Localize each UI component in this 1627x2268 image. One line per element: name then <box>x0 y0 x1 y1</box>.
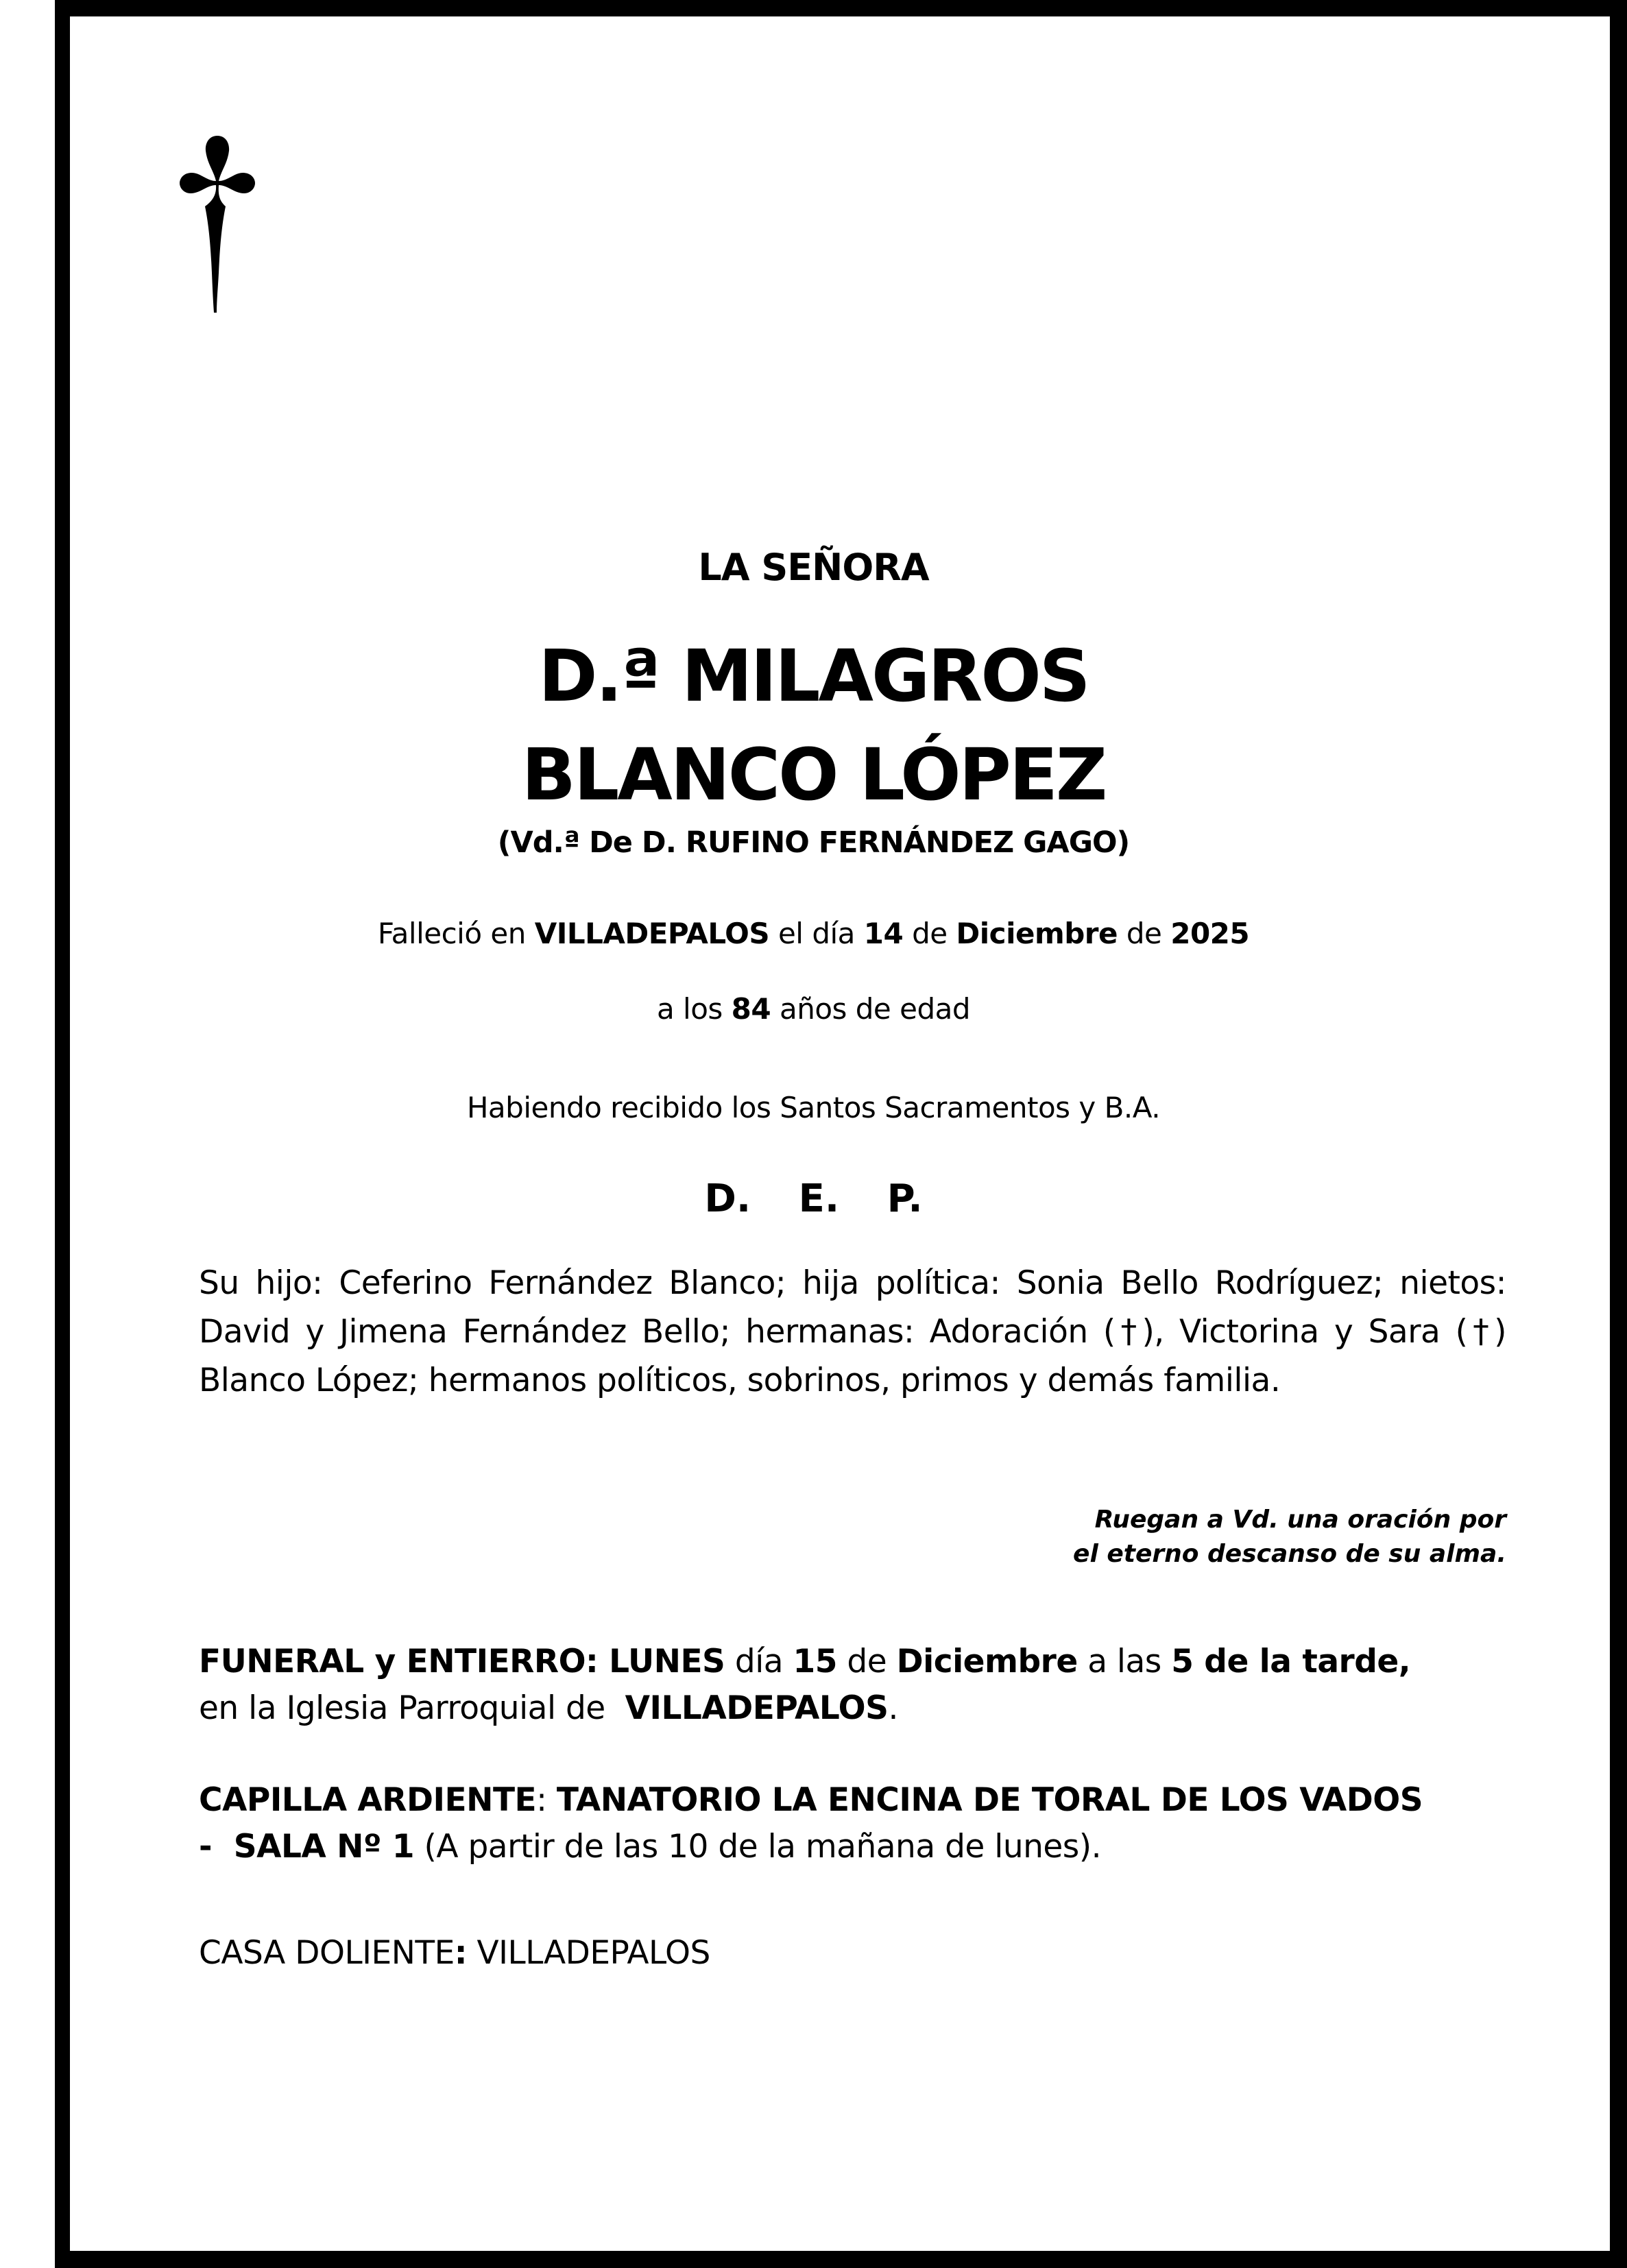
prayer-line1: Ruegan a Vd. una oración por <box>1094 1506 1506 1534</box>
of-word: de <box>847 1643 887 1680</box>
home-place: VILLADEPALOS <box>477 1934 710 1972</box>
death-month: Diciembre <box>956 917 1118 950</box>
deceased-name-line2: BLANCO LÓPEZ <box>521 733 1106 817</box>
chapel-line2 <box>199 1824 1522 1870</box>
of-word: de <box>912 917 948 950</box>
intro-title: LA SEÑORA <box>698 546 929 589</box>
home-section <box>199 1930 1522 1977</box>
funeral-line2 <box>199 1685 1522 1732</box>
day-label: el día <box>778 917 855 950</box>
of-word: de <box>1126 917 1162 950</box>
death-day: 14 <box>863 917 904 950</box>
funeral-line1 <box>199 1639 1522 1685</box>
widow-of-line: (Vd.ª De D. RUFINO FERNÁNDEZ GAGO) <box>497 825 1130 860</box>
rip-line: D. E. P. <box>704 1177 923 1221</box>
funeral-month: Diciembre <box>896 1643 1078 1680</box>
funeral-label: FUNERAL y ENTIERRO: LUNES <box>199 1643 725 1680</box>
funeral-time: 5 de la tarde, <box>1171 1643 1411 1680</box>
cross-of-saint-james-icon <box>180 136 255 313</box>
page-border-frame <box>55 0 1627 2268</box>
funeral-day: 15 <box>793 1643 837 1680</box>
church-prefix: en la Iglesia Parroquial de <box>199 1689 605 1727</box>
funeral-section <box>199 1639 1522 1732</box>
chapel-line1 <box>199 1777 1522 1824</box>
deceased-name-line1: D.ª MILAGROS <box>538 634 1089 718</box>
chapel-room: - SALA Nº 1 <box>199 1828 415 1866</box>
family-paragraph: Su hijo: Ceferino Fernández Blanco; hija política: Sonia Bello Rodríguez; nietos: David y Jimena Fernández Bello; hermanas: Adoración (†), Victorina y Sara (†) Blanco López; hermanos políticos, sobrinos, primos y demás familia. <box>199 1264 1506 1399</box>
chapel-section <box>199 1777 1522 1870</box>
death-prefix: Falleció en <box>377 917 526 950</box>
prayer-request <box>889 1503 1506 1571</box>
death-year: 2025 <box>1170 917 1250 950</box>
age-prefix: a los <box>656 992 723 1026</box>
period: . <box>888 1689 898 1727</box>
church-place: VILLADEPALOS <box>625 1689 889 1727</box>
chapel-place: TANATORIO LA ENCINA DE TORAL DE LOS VADOS <box>556 1781 1423 1819</box>
age-line <box>0 992 1627 1026</box>
colon: : <box>536 1781 547 1819</box>
chapel-hours: (A partir de las 10 de la mañana de lunes). <box>424 1828 1102 1866</box>
death-details-line <box>0 917 1627 950</box>
funeral-day-word: día <box>734 1643 784 1680</box>
prayer-line2: el eterno descanso de su alma. <box>1073 1540 1506 1568</box>
colon: : <box>454 1934 468 1972</box>
death-place: VILLADEPALOS <box>534 917 770 950</box>
sacraments-line: Habiendo recibido los Santos Sacramentos y B.A. <box>466 1091 1161 1124</box>
chapel-label: CAPILLA ARDIENTE <box>199 1781 537 1819</box>
age-value: 84 <box>731 992 771 1026</box>
home-label: CASA DOLIENTE <box>199 1934 455 1972</box>
at-word: a las <box>1087 1643 1161 1680</box>
age-suffix: años de edad <box>779 992 971 1026</box>
